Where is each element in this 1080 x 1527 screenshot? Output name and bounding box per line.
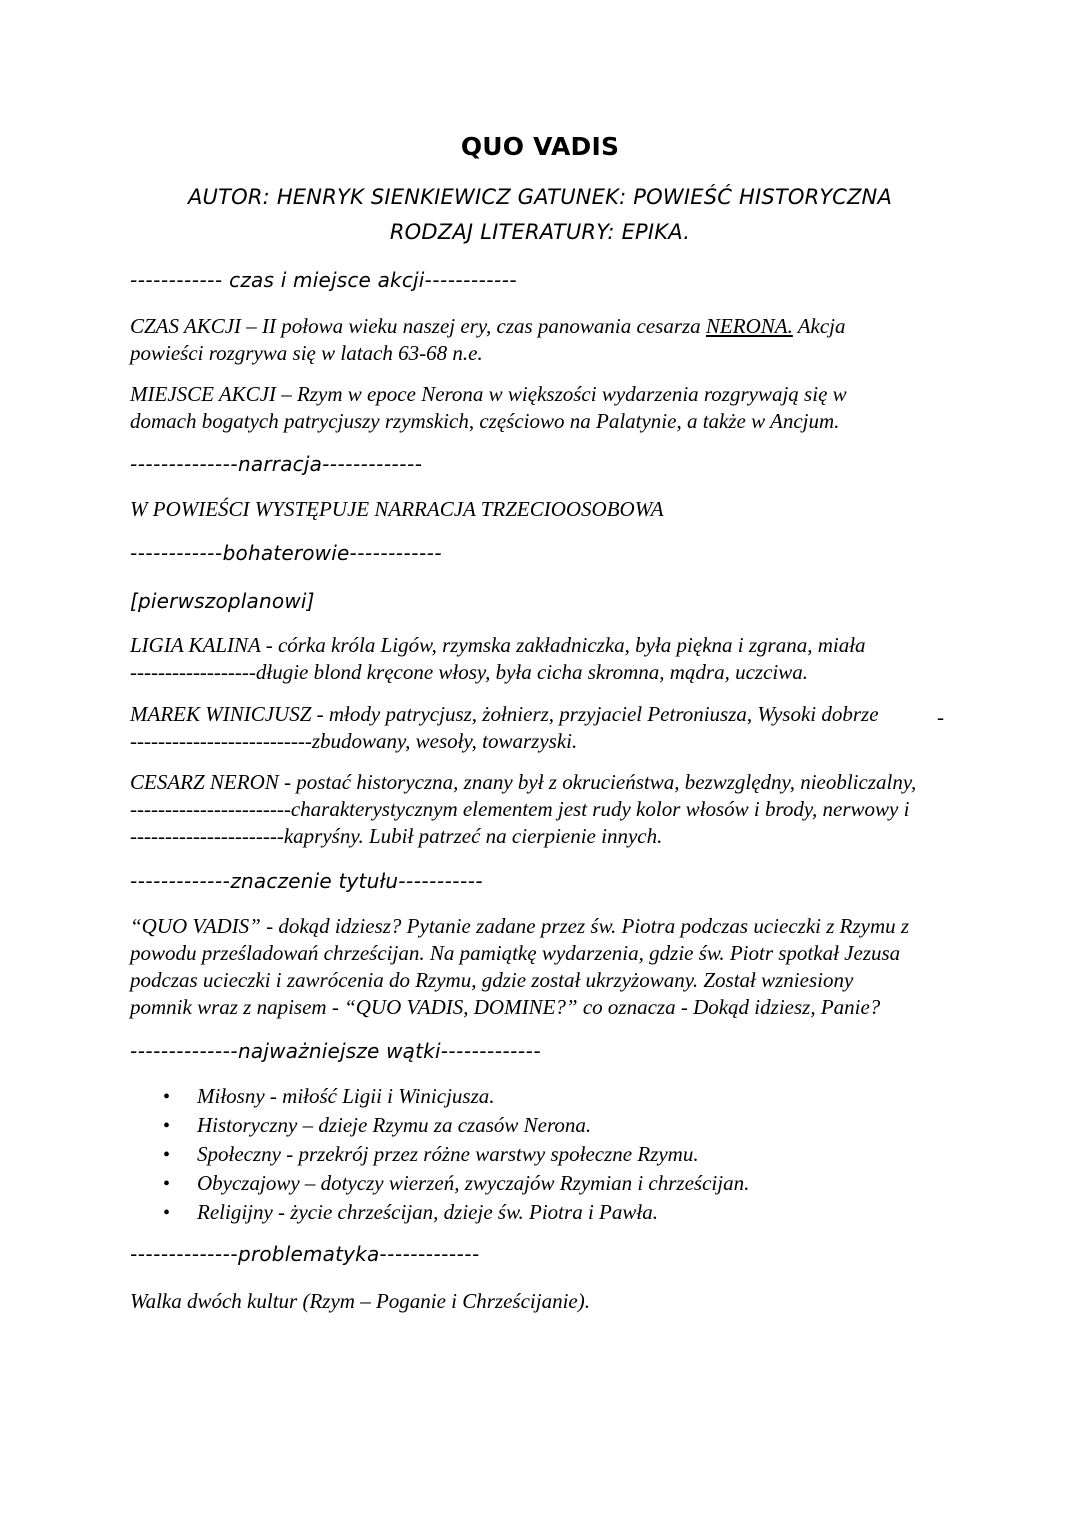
bullet-icon: • bbox=[163, 1115, 171, 1137]
ligia-paragraph bbox=[130, 632, 866, 686]
divider-dashes: ------------- bbox=[322, 452, 423, 476]
divider-dashes: ------------ bbox=[349, 541, 443, 565]
nerona-underlined: NERONA. bbox=[705, 314, 793, 338]
paragraph-line: powieści rozgrywa się w latach 63-68 n.e. bbox=[130, 341, 483, 365]
problematyka-text: Walka dwóch kultur (Rzym – Poganie i Chrześcijanie). bbox=[130, 1289, 590, 1313]
paragraph-line: --------------------------zbudowany, wesoły, towarzyski. bbox=[130, 729, 578, 753]
stray-dash: - bbox=[937, 705, 944, 729]
divider-dashes: ------------- bbox=[130, 869, 231, 893]
bohaterowie-subheading: [pierwszoplanowi] bbox=[130, 589, 315, 613]
bullet-icon: • bbox=[163, 1202, 171, 1224]
author-genre-line: AUTOR: HENRYK SIENKIEWICZ GATUNEK: POWIEŚĆ HISTORYCZNA bbox=[187, 185, 893, 209]
paragraph-line bbox=[130, 313, 846, 340]
section-divider-narracja bbox=[130, 452, 422, 476]
neron-paragraph bbox=[130, 769, 916, 850]
paragraph-line: CESARZ NERON - postać historyczna, znany był z okrucieństwa, bezwzględny, nieobliczalny, bbox=[130, 770, 917, 794]
list-item-text: Historyczny – dzieje Rzymu za czasów Nerona. bbox=[197, 1113, 592, 1137]
section-label: narracja bbox=[238, 452, 323, 476]
literature-kind-line: RODZAJ LITERATURY: EPIKA. bbox=[389, 220, 691, 244]
paragraph-line: LIGIA KALINA - córka króla Ligów, rzymska zakładniczka, była piękna i zgrana, miała bbox=[130, 633, 866, 657]
divider-dashes: ------------- bbox=[440, 1039, 542, 1063]
divider-dashes: -------------- bbox=[130, 452, 239, 476]
bullet-icon: • bbox=[163, 1086, 171, 1108]
divider-dashes: ------------- bbox=[379, 1242, 480, 1266]
bullet-icon: • bbox=[163, 1144, 171, 1166]
znaczenie-paragraph bbox=[130, 913, 909, 1021]
paragraph-line: podczas ucieczki i zawrócenia do Rzymu, gdzie został ukrzyżowany. Został wzniesiony bbox=[130, 968, 854, 992]
section-label: najważniejsze wątki bbox=[238, 1039, 441, 1063]
paragraph-line: MAREK WINICJUSZ - młody patrycjusz, żołnierz, przyjaciel Petroniusza, Wysoki dobrze bbox=[130, 702, 879, 726]
section-divider-znaczenie bbox=[130, 869, 483, 893]
text-run: CZAS AKCJI – II połowa wieku naszej ery, czas panowania cesarza bbox=[130, 314, 706, 338]
miejsce-akcji-paragraph bbox=[130, 381, 847, 435]
section-divider-watki bbox=[130, 1039, 541, 1063]
list-item-text: Społeczny - przekrój przez różne warstwy społeczne Rzymu. bbox=[197, 1142, 699, 1166]
paragraph-line: MIEJSCE AKCJI – Rzym w epoce Nerona w większości wydarzenia rozgrywają się w bbox=[130, 382, 847, 406]
list-item-text: Obyczajowy – dotyczy wierzeń, zwyczajów Rzymian i chrześcijan. bbox=[197, 1171, 750, 1195]
section-divider-czas bbox=[130, 268, 517, 292]
divider-dashes: ------------ bbox=[130, 268, 223, 292]
paragraph-line: pomnik wraz z napisem - “QUO VADIS, DOMINE?” co oznacza - Dokąd idziesz, Panie? bbox=[130, 995, 881, 1019]
divider-dashes: ------------ bbox=[424, 268, 518, 292]
document-title: QUO VADIS bbox=[460, 132, 620, 161]
list-item bbox=[163, 1198, 749, 1227]
text-run: Akcja bbox=[792, 314, 846, 338]
narracja-text: W POWIEŚCI WYSTĘPUJE NARRACJA TRZECIOOSOBOWA bbox=[130, 497, 664, 521]
czas-akcji-paragraph bbox=[130, 313, 846, 367]
paragraph-line: ------------------długie blond kręcone włosy, była cicha skromna, mądra, uczciwa. bbox=[130, 660, 809, 684]
section-label: problematyka bbox=[238, 1242, 380, 1266]
list-item bbox=[163, 1111, 749, 1140]
list-item-text: Miłosny - miłość Ligii i Winicjusza. bbox=[197, 1084, 495, 1108]
marek-paragraph bbox=[130, 701, 879, 755]
paragraph-line: ----------------------kapryśny. Lubił patrzeć na cierpienie innych. bbox=[130, 824, 663, 848]
divider-dashes: ----------- bbox=[398, 869, 484, 893]
section-label: czas i miejsce akcji bbox=[222, 268, 425, 292]
watki-list bbox=[163, 1082, 749, 1227]
list-item-text: Religijny - życie chrześcijan, dzieje św. Piotra i Pawła. bbox=[197, 1200, 658, 1224]
section-divider-bohaterowie bbox=[130, 541, 442, 565]
paragraph-line: -----------------------charakterystycznym elementem jest rudy kolor włosów i brody, nerwowy i bbox=[130, 797, 910, 821]
list-item bbox=[163, 1140, 749, 1169]
divider-dashes: -------------- bbox=[130, 1039, 239, 1063]
section-label: bohaterowie bbox=[222, 541, 350, 565]
divider-dashes: ------------ bbox=[130, 541, 223, 565]
section-label: znaczenie tytułu bbox=[230, 869, 399, 893]
section-divider-problematyka bbox=[130, 1242, 480, 1266]
list-item bbox=[163, 1169, 749, 1198]
paragraph-line: “QUO VADIS” - dokąd idziesz? Pytanie zadane przez św. Piotra podczas ucieczki z Rzymu z bbox=[130, 914, 910, 938]
list-item bbox=[163, 1082, 749, 1111]
paragraph-line: domach bogatych patrycjuszy rzymskich, częściowo na Palatynie, a także w Ancjum. bbox=[130, 409, 840, 433]
paragraph-line: powodu prześladowań chrześcijan. Na pamiątkę wydarzenia, gdzie św. Piotr spotkał Jezusa bbox=[130, 941, 901, 965]
divider-dashes: -------------- bbox=[130, 1242, 239, 1266]
bullet-icon: • bbox=[163, 1173, 171, 1195]
